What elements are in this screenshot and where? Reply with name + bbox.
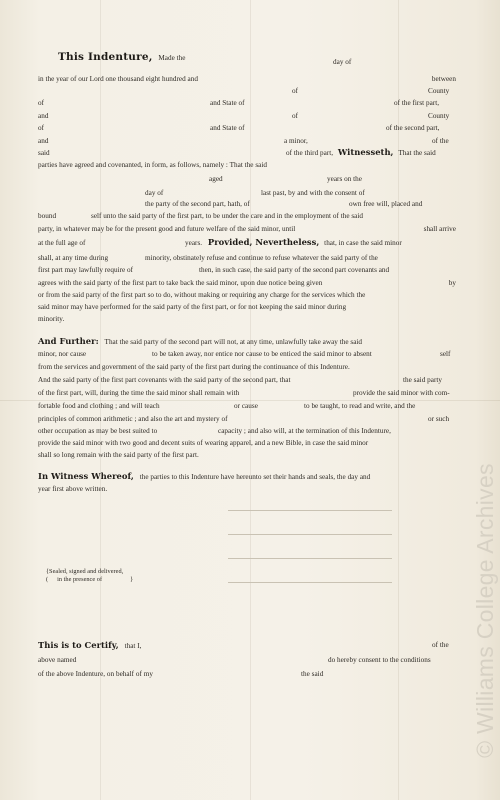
text: of the second part, [386,124,440,132]
text: years. [185,239,203,247]
text: bound [38,212,57,220]
text: a minor, [284,137,308,145]
text: County [428,112,450,120]
text: aged [209,175,223,183]
text: shall, at any time during [38,254,109,262]
text: principles of common arithmetic ; and also the art and mystery of [38,415,228,423]
indenture-title: This Indenture, [58,51,153,63]
text: the said [301,670,324,678]
text: that I, [124,642,142,650]
watermark-text: © Williams College Archives [471,462,498,758]
text: And the said party of the first part covenants with the said party of the second part, that [38,376,291,384]
text: of the [432,137,449,145]
text: in the year of our Lord one thousand eight hundred and [38,75,198,83]
text: the said party [403,376,443,384]
archive-watermark [470,430,500,790]
text: of the first part, [394,99,440,107]
sealed-note [46,568,123,576]
provided-label: Provided, Nevertheless, [207,237,320,247]
text: of [292,87,299,95]
signature-line[interactable] [228,558,392,559]
text: the party of the second part, hath, of [145,200,250,208]
text: County [428,87,450,95]
text: That the said [398,149,436,157]
witnesseth-label: Witnesseth, [337,147,394,157]
text: day of [333,58,352,66]
text: to be taken away, nor entice nor cause to be enticed the said minor to absent [152,350,372,358]
signature-line[interactable] [228,582,392,583]
text: do hereby consent to the conditions [328,656,431,664]
indenture-line-provided [185,238,402,248]
text: by [448,279,456,287]
text: self unto the said party of the first part, to be under the care and in the employment of the said [91,212,364,220]
text: capacity ; and also will, at the termination of this Indenture, [218,427,391,435]
text: day of [145,189,164,197]
text: own free will, placed and [349,200,423,208]
text: shall arrive [423,225,456,233]
text: then, in such case, the said party of the second part covenants and [199,266,390,274]
text: first part may lawfully require of [38,266,134,274]
indenture-line-notice [38,279,456,288]
witness-label: In Witness Whereof, [38,471,134,481]
text: of [38,99,45,107]
text: years on the [327,175,362,183]
further-label: And Further: [38,336,99,346]
paper-crease [0,400,500,401]
text: said [38,149,50,157]
text: in the presence of [57,576,103,583]
text: Made the [158,54,186,62]
signature-line[interactable] [228,510,392,511]
text: self [440,350,451,358]
certify-label: This is to Certify, [38,640,119,650]
text: of the third part, [286,149,334,157]
certify-line-1 [38,641,141,651]
text: minority, obstinately refuse and continue to refuse whatever the said party of the [145,254,378,262]
text: or from the said party of the first part so to do, without making or requiring any charge for the services which the [38,291,366,299]
text: agrees with the said party of the first part to take back the said minor, upon due notice being given [38,279,323,287]
text: last past, by and with the consent of [261,189,365,197]
text: or such [428,415,450,423]
witness-line-1 [38,472,370,482]
text: That the said party of the second part will not, at any time, unlawfully take away the said [104,338,363,346]
text: of the first part, will, during the time the said minor shall remain with [38,389,240,397]
indenture-line-until [38,225,456,234]
text: of the [432,641,449,649]
text: provide the said minor with two good and decent suits of wearing apparel, and a new Bible, in case the said minor [38,439,369,447]
text: year first above written. [38,485,108,493]
text: minor, nor cause [38,350,87,358]
text: other occupation as may be best suited to [38,427,158,435]
text: the parties to this Indenture have hereunto set their hands and seals, the day and [139,473,371,481]
text: to be taught, to read and write, and the [304,402,416,410]
sealed-note [46,576,133,584]
text: above named [38,656,77,664]
text: provide the said minor with com- [353,389,450,397]
text: minority. [38,315,65,323]
text: Sealed, signed and delivered, [49,568,124,575]
text: or cause [234,402,258,410]
text: at the full age of [38,239,86,247]
text: of [38,124,45,132]
text: and [38,112,49,120]
indenture-line-1 [58,53,186,63]
text: fortable food and clothing ; and will teach [38,402,160,410]
text: from the services and government of the said party of the first part during the continuance of this Indenture. [38,363,350,371]
text: said minor may have performed for the said party of the first part, or for not keeping the said minor during [38,303,347,311]
brace-left: { [46,568,50,575]
signature-line[interactable] [228,534,392,535]
further-line-1 [38,337,362,347]
brace-right: } [130,576,134,583]
text: and State of [210,124,245,132]
text: of the above Indenture, on behalf of my [38,670,153,678]
text: between [431,75,456,83]
text: and [38,137,49,145]
text: and State of [210,99,245,107]
brace-left: ( [46,576,49,583]
indenture-line-third-party [286,148,436,158]
text: shall so long remain with the said party of the first part. [38,451,199,459]
indenture-line-2 [38,75,456,84]
text: parties have agreed and covenanted, in form, as follows, namely : That the said [38,161,267,169]
text: of [292,112,299,120]
text: that, in case the said minor [324,239,402,247]
text: party, in whatever may be for the present good and future welfare of the said minor, until [38,225,296,233]
